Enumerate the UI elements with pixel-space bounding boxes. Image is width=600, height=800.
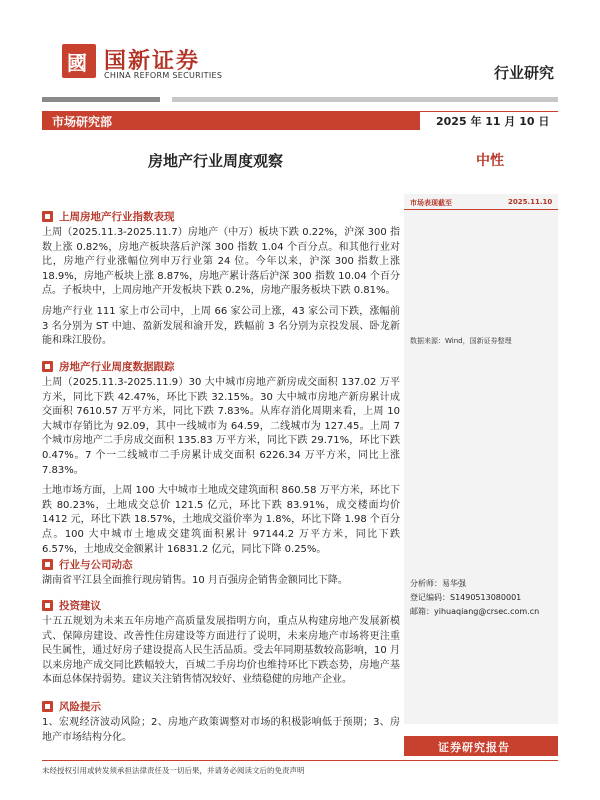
rating: 中性: [476, 153, 504, 169]
chart-date: 2025.11.10: [508, 198, 553, 206]
section-title: 风险提示: [59, 700, 101, 713]
paragraph: 1、宏观经济波动风险；2、房地产政策调整对市场的积极影响低于预期；3、房地产市场结构分化。: [42, 717, 400, 743]
section-title: 上周房地产行业指数表现: [59, 210, 175, 223]
disclaimer: 未经授权引用或转发须承担法律责任及一切后果，并请务必阅读文后的免责声明: [42, 766, 305, 775]
header-divider-light: [172, 97, 558, 102]
report-title: 房地产行业周度观察: [148, 152, 284, 170]
report-date: 2025 年 11 月 10 日: [436, 115, 550, 128]
section-data-tracking: [42, 358, 400, 557]
section-title: 房地产行业周度数据跟踪: [59, 360, 175, 373]
section-title: 投资建议: [59, 599, 101, 612]
brand-name-en: CHINA REFORM SECURITIES: [104, 71, 223, 80]
section-risks: [42, 698, 400, 745]
section-index-performance: [42, 208, 400, 349]
report-type: 行业研究: [493, 64, 554, 82]
report-type-band-label: 证券研究报告: [438, 741, 510, 754]
paragraph: 湖南省平江县全面推行现房销售。10 月百强房企销售金额同比下降。: [42, 575, 348, 586]
paragraph: 房地产行业 111 家上市公司中，上周 66 家公司上涨，43 家公司下跌，涨幅前 3 名分别为 ST 中迪、盈新发展和渝开发，跌幅前 3 名分别为京投发展、卧龙新能和珠江股份。: [42, 305, 400, 347]
data-source: 数据来源：Wind，国新证券整理: [410, 337, 512, 345]
section-bullet-icon: [42, 600, 53, 611]
analyst-name: 分析师：易华强: [410, 579, 466, 588]
paragraph: 上周（2025.11.3-2025.11.7）房地产（中万）板块下跌 0.22%，沪深 300 指数上涨 0.82%，房地产板块落后沪深 300 指数 1.04 个百分点。和其他行业对比，房地产行业涨幅位列申万行业第 24 位。今年以来，沪深 300 指数上涨 18.9%，房地产板块上涨 8.87%，房地产累计落后沪深 300 指数 10.04 个百分点。子板块中，上周房地产开发板块下跌 0.2%，房地产服务板块下跌 0.81%。: [42, 227, 400, 297]
logo-glyph: 國: [67, 51, 87, 75]
section-bullet-icon: [42, 361, 53, 372]
section-bullet-icon: [42, 701, 53, 712]
department-label: 市场研究部: [52, 115, 113, 129]
section-news: [42, 556, 400, 589]
paragraph: 十五五规划为未来五年房地产高质量发展指明方向，重点从构建房地产发展新模式、保障房建设、改善性住房建设等方面进行了说明，未来房地产市场将更注重民生属性，通过好房子建设提高人民生活品质。受去年同期基数较高影响，10 月以来房地产成交同比跌幅较大，百城二手房均价也维持环比下跌态势，房地产基本面总体保持弱势。建议关注销售情况较好、业绩稳健的房地产企业。: [42, 616, 400, 686]
paragraph: 上周（2025.11.3-2025.11.9）30 大中城市房地产新房成交面积 137.02 万平方米，同比下跌 42.47%，环比下跌 32.15%。30 大中城市房地产新房累计成交面积 7610.57 万平方米，同比下跌 7.83%。从库存消化周期来看，上周 10 大城市存销比为 92.09，其中一线城市为 64.59，二线城市为 127.45。上周 7 个城市房地产二手房成交面积 135.83 万平方米，同比下跌 29.71%，环比下跌 0.47%。7 个一二线城市二手房累计成交面积 6226.34 万平方米，同比上涨 7.83%。: [42, 377, 400, 476]
section-investment-advice: [42, 597, 400, 688]
section-bullet-icon: [42, 559, 53, 570]
brand-logo: [62, 44, 96, 78]
section-title: 行业与公司动态: [59, 558, 133, 571]
footer-divider: [42, 760, 558, 761]
report-type-band: [404, 736, 558, 756]
sidebar: [404, 194, 558, 724]
paragraph: 土地市场方面，上周 100 大中城市土地成交建筑面积 860.58 万平方米，环比下跌 80.23%，土地成交总价 121.5 亿元，环比下跌 83.91%，成交楼面均价 1412 元，环比下跌 18.57%，土地成交溢价率为 1.8%，环比下降 1.98 个百分点。100 大中城市土地成交建筑面积累计 97144.2 万平方米，同比下跌 6.57%，土地成交金额累计 16831.2 亿元，同比下降 0.25%。: [42, 485, 400, 555]
analyst-cert: 登记编码：S1490513080001: [410, 593, 522, 602]
analyst-email: 邮箱：yihuaqiang@crsec.com.cn: [410, 607, 540, 616]
chart-label: 市场表现截至: [410, 199, 452, 207]
brand-name: 国新证券: [104, 49, 201, 74]
section-bullet-icon: [42, 211, 53, 222]
header-divider-dark: [42, 97, 160, 102]
